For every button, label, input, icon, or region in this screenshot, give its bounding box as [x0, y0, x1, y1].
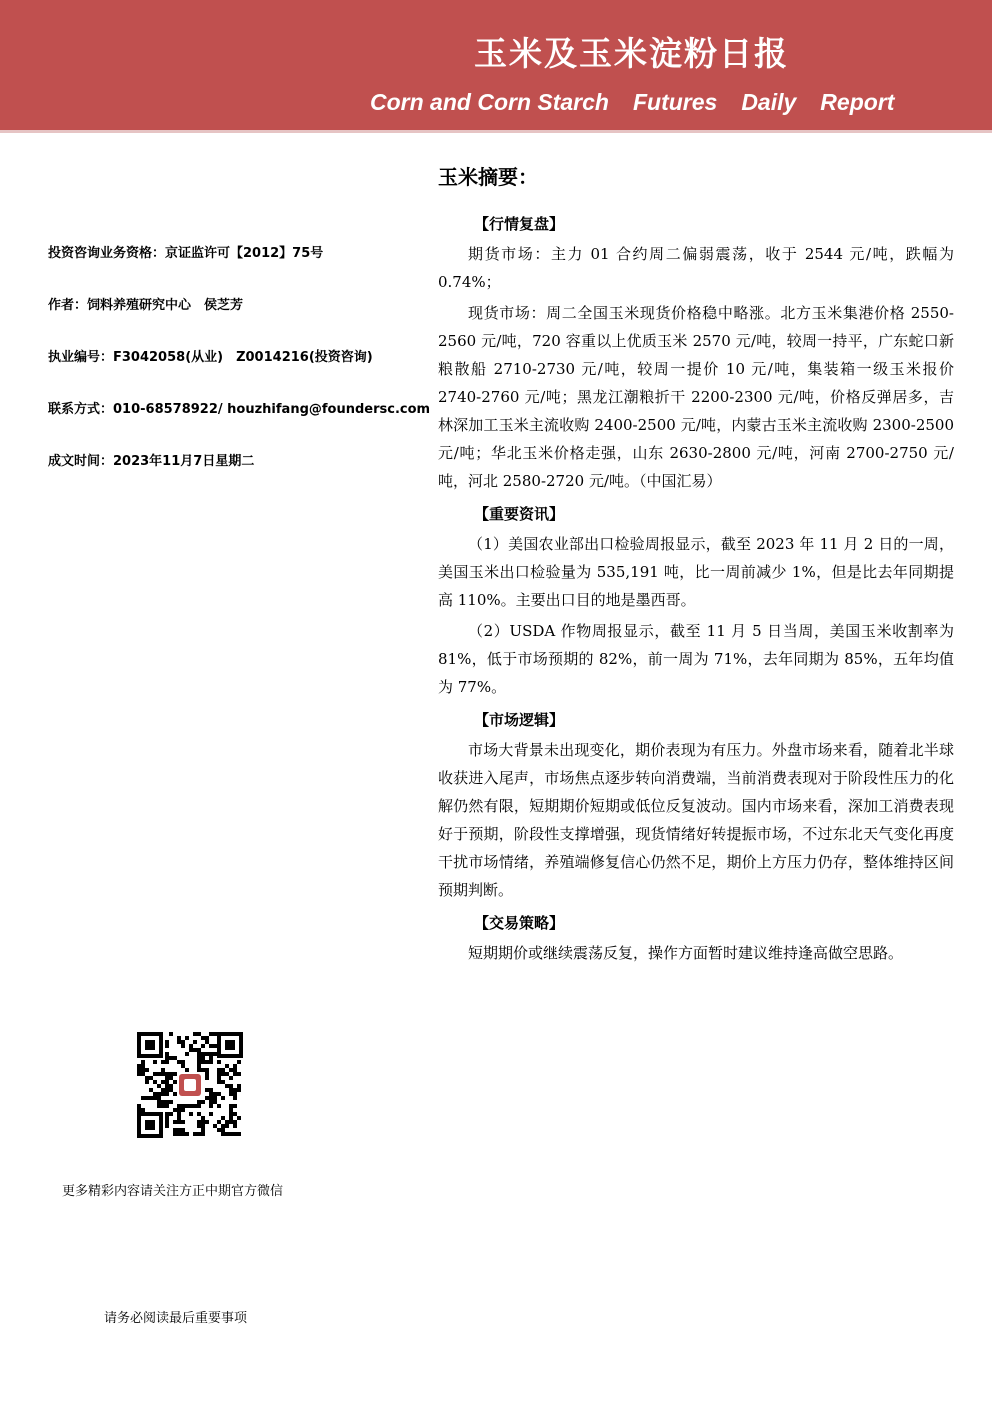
date-line: 成文时间：2023年11月7日星期二: [48, 454, 255, 469]
section-paragraph: （1）美国农业部出口检验周报显示，截至 2023 年 11 月 2 日的一周，美国玉米出口检验量为 535,191 吨，比一周前减少 1%，但是比去年同期提高 110%。主要出口目的地是墨西哥。: [438, 535, 954, 609]
contact-line: 联系方式：010-68578922/ houzhifang@foundersc.com: [48, 402, 431, 417]
license-line: 执业编号：F3042058(从业) Z0014216(投资咨询): [48, 350, 373, 365]
report-body: [438, 160, 954, 970]
author-line: 作者：饲料养殖研究中心 侯芝芳: [48, 298, 244, 313]
report-title-en: [370, 89, 918, 116]
author-meta: [48, 244, 431, 504]
wechat-qr-code-icon: [135, 1030, 245, 1140]
section-heading: 【行情复盘】: [474, 215, 565, 233]
section-paragraph: 短期期价或继续震荡反复，操作方面暂时建议维持逢高做空思路。: [468, 944, 904, 962]
header-divider: [0, 130, 992, 133]
title-en-part: Report: [820, 89, 895, 115]
section-paragraph: 现货市场：周二全国玉米现货价格稳中略涨。北方玉米集港价格 2550-2560 元/吨，720 容重以上优质玉米 2570 元/吨，较周一持平，广东蛇口新粮散船 2710-2730 元/吨，较周一提价 10 元/吨，集装箱一级玉米报价 2740-2760 元/吨；黑龙江潮粮折干 2200-2300 元/吨，价格反弹居多，吉林深加工玉米主流收购 2400-2500 元/吨，内蒙古玉米主流收购 2300-2500 元/吨；华北玉米价格走强，山东 2630-2800 元/吨，河南 2700-2750 元/吨，河北 2580-2720 元/吨。（中国汇易）: [438, 304, 954, 490]
report-title-cn: 玉米及玉米淀粉日报: [474, 34, 789, 73]
section-heading: 【交易策略】: [474, 914, 565, 932]
title-en-part: Daily: [741, 89, 797, 115]
qualification-line: 投资咨询业务资格：京证监许可【2012】75号: [48, 246, 324, 261]
qr-caption: 更多精彩内容请关注方正中期官方微信: [62, 1184, 284, 1199]
summary-title: 玉米摘要：: [438, 165, 538, 189]
disclaimer-note: 请务必阅读最后重要事项: [104, 1311, 248, 1326]
section-paragraph: 市场大背景未出现变化，期价表现为有压力。外盘市场来看，随着北半球收获进入尾声，市场焦点逐步转向消费端，当前消费表现对于阶段性压力的化解仍然有限，短期期价短期或低位反复波动。国内市场来看，深加工消费表现好于预期，阶段性支撑增强，现货情绪好转提振市场，不过东北天气变化再度干扰市场情绪，养殖端修复信心仍然不足，期价上方压力仍存，整体维持区间预期判断。: [438, 741, 954, 899]
section-paragraph: （2）USDA 作物周报显示，截至 11 月 5 日当周，美国玉米收割率为 81%，低于市场预期的 82%，前一周为 71%，去年同期为 85%，五年均值为 77%。: [438, 622, 954, 696]
section-heading: 【重要资讯】: [474, 505, 565, 523]
section-paragraph: 期货市场：主力 01 合约周二偏弱震荡，收于 2544 元/吨，跌幅为 0.74%；: [438, 245, 954, 291]
title-en-part: Corn and Corn Starch: [370, 89, 609, 115]
title-en-part: Futures: [632, 89, 718, 115]
section-heading: 【市场逻辑】: [474, 711, 565, 729]
